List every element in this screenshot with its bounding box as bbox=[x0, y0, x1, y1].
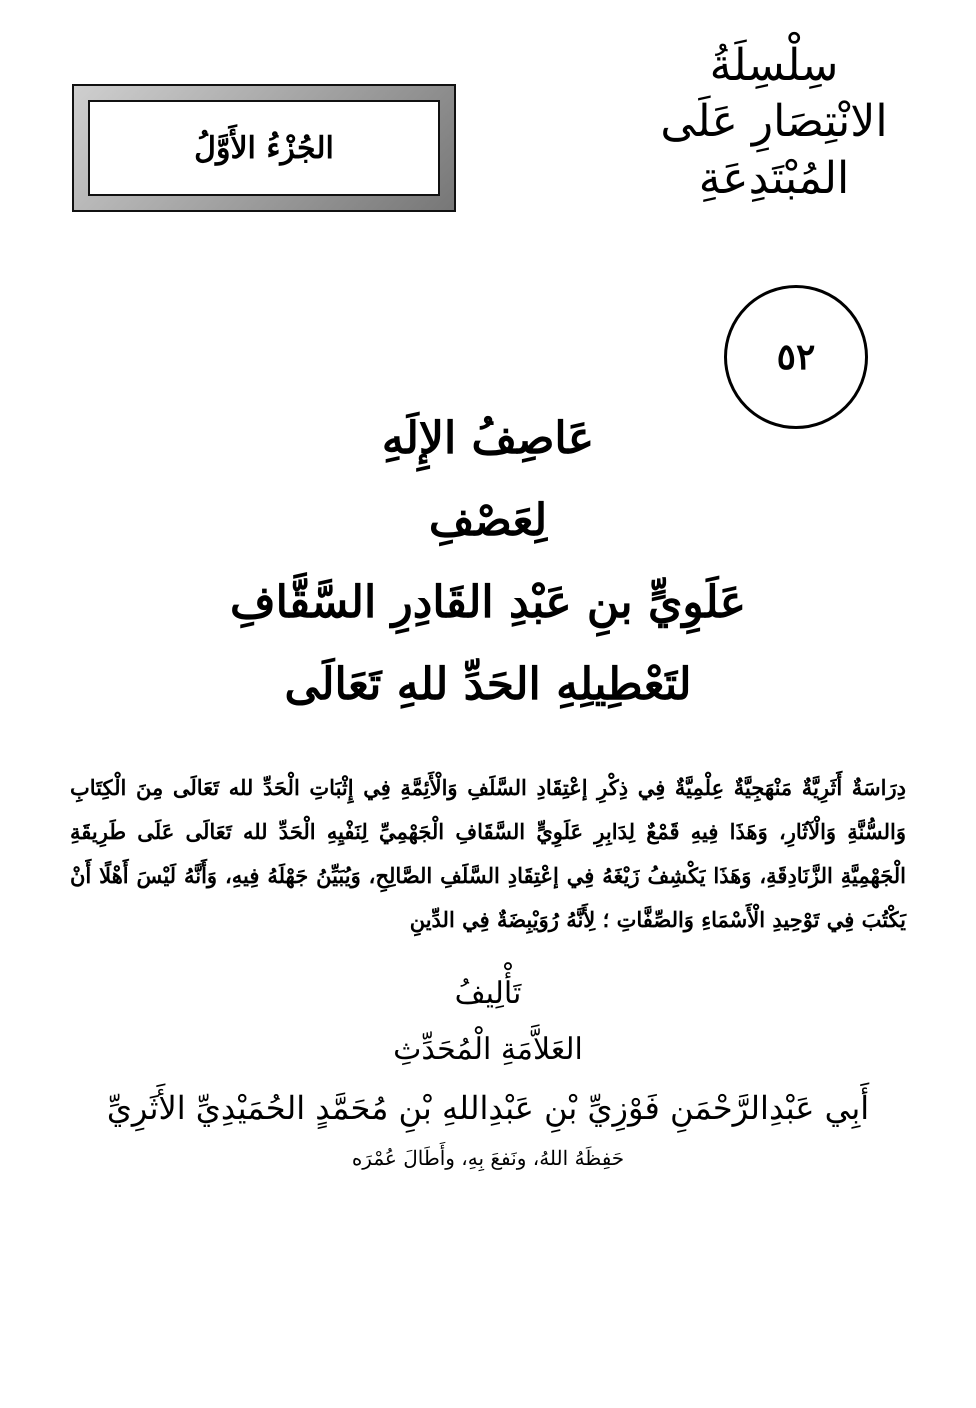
series-title-line1: سِلْسِلَةُ bbox=[709, 40, 839, 91]
author-block bbox=[0, 966, 976, 1178]
part-frame-inner bbox=[88, 100, 440, 196]
author-honorific: العَلاَّمَةِ الْمُحَدِّثِ bbox=[393, 1032, 583, 1067]
authorship-label: تَأْلِيفُ bbox=[454, 976, 522, 1011]
author-name: أَبِي عَبْدِالرَّحْمَنِ فَوْزِيِّ بْنِ عَبْدِاللهِ بْنِ مُحَمَّدٍ الحُمَيْدِيِّ الأَثَرِيِّ bbox=[106, 1089, 870, 1127]
part-frame bbox=[72, 84, 456, 212]
title-line-1: عَاصِفُ الإِلَهِ bbox=[381, 413, 595, 464]
part-label: الجُزْءُ الأَوَّلُ bbox=[194, 130, 334, 166]
book-title bbox=[0, 398, 976, 726]
author-prayer: حَفِظَهُ اللهُ، ونَفعَ بِهِ، وأَطَالَ عُمْرَه bbox=[351, 1146, 625, 1170]
title-line-4: لتَعْطِيلِهِ الحَدِّ للهِ تَعَالَى bbox=[284, 659, 692, 710]
title-line-2: لِعَصْفِ bbox=[428, 495, 548, 546]
book-description: دِرَاسَةٌ أَثَرِيَّةٌ مَنْهَجِيَّةٌ عِلْمِيَّةٌ فِي ذِكْرِ إعْتِقَادِ السَّلَفِ وَالْأَئِمَّةِ فِي إِثْبَاتِ الْحَدِّ لله تَعَالَى مِنَ الْكِتَابِ وَالسُّنَّةِ وَالْآثَارِ، وَهَذَا فِيهِ قَمْعٌ لِدَابِرِ عَلَوِيٍّ السَّقَافِ الْجَهْمِيِّ لِنَفْيِهِ الْحَدِّ لله تَعَالَى عَلَى طَرِيقَةِ الْجَهْمِيَّةِ الزَّنَادِقَةِ، وَهَذَا يَكْشِفُ زَيْغَهُ فِي إعْتِقَادِ السَّلَفِ الصَّالِحِ، وَيُبَيِّنُ جَهْلَهُ فِيهِ، وَأَنَّهُ لَيْسَ أَهْلًا أَنْ يَكْتُبَ فِي تَوْحِيدِ الْأَسْمَاءِ وَالصِّفَّاتِ ؛ لِأَنَّهُ رُوَيْبِضَةٌ فِي الدِّينِ bbox=[70, 775, 906, 932]
book-number: ٥٢ bbox=[776, 336, 816, 378]
series-title bbox=[604, 40, 944, 207]
series-title-line2: الانْتِصَارِ عَلَى المُبْتَدِعَةِ bbox=[660, 95, 888, 204]
title-line-3: عَلَوِيٍّ بنِ عَبْدِ القَادِرِ السَّقَّافِ bbox=[230, 577, 746, 628]
